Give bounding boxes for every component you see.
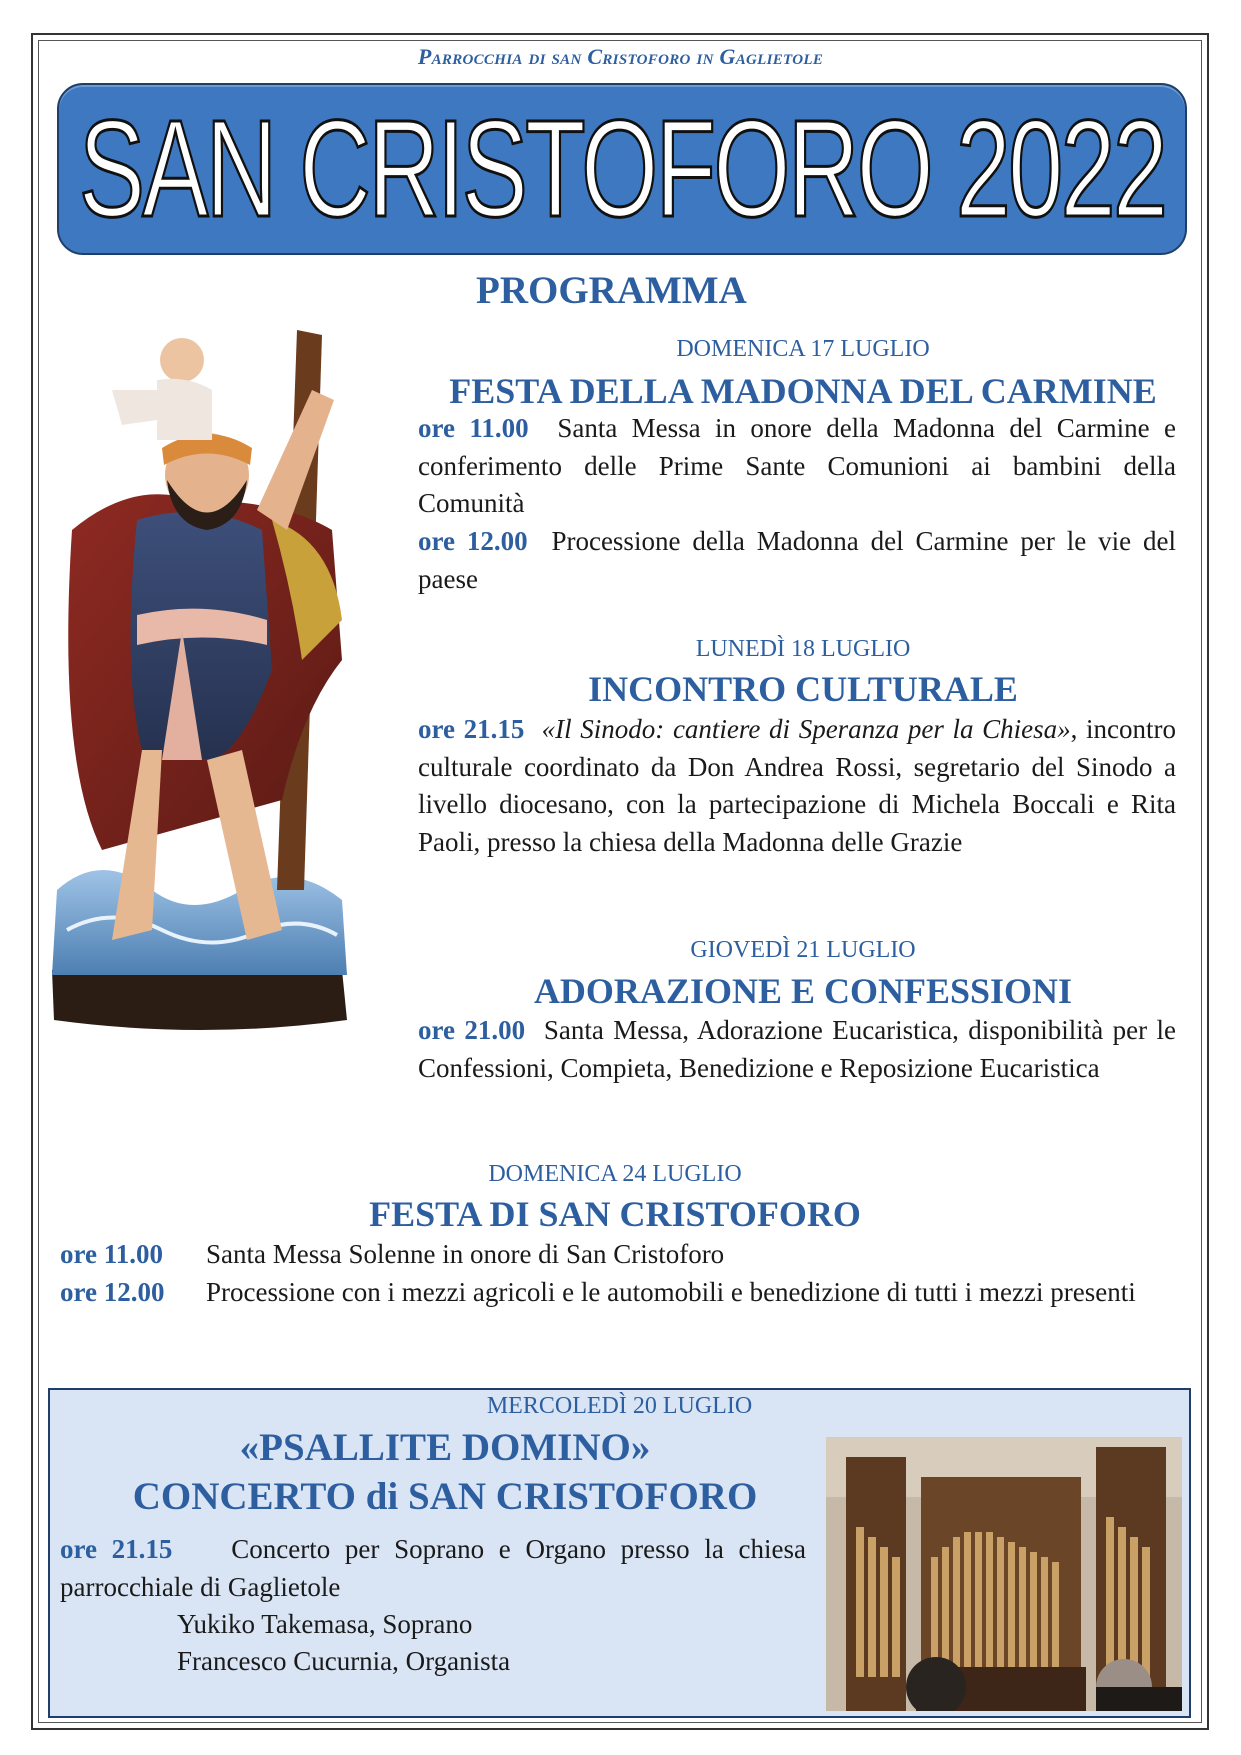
church-organ-photo bbox=[826, 1437, 1182, 1711]
event-day: GIOVEDÌ 21 LUGLIO bbox=[690, 937, 916, 963]
event-text: Santa Messa, Adorazione Eucaristica, disponibilità per le Confessioni, Compieta, Benedizione e Reposizione Eucaristica bbox=[418, 1015, 1177, 1083]
event-text: Processione con i mezzi agricoli e le automobili e benedizione di tutti i mezzi presenti bbox=[206, 1277, 1136, 1307]
event-title: FESTA DELLA MADONNA DEL CARMINE bbox=[449, 371, 1157, 411]
event-time: ore 11.00 bbox=[60, 1239, 163, 1269]
event-time: ore 12.00 bbox=[60, 1277, 165, 1307]
concert-day: MERCOLEDÌ 20 LUGLIO bbox=[486, 1393, 753, 1419]
concert-item bbox=[60, 1531, 806, 1606]
performer: Francesco Cucurnia, Organista bbox=[177, 1646, 511, 1676]
concert-text: Concerto per Soprano e Organo presso la chiesa parrocchiale di Gaglietole bbox=[60, 1534, 807, 1602]
event-item bbox=[418, 523, 1176, 598]
event-time: ore 21.15 bbox=[418, 714, 525, 744]
event-text: Santa Messa Solenne in onore di San Cristoforo bbox=[206, 1239, 725, 1269]
event-item bbox=[418, 410, 1176, 523]
event-text: Santa Messa in onore della Madonna del Carmine e conferimento delle Prime Sante Comunioni ai bambini della Comunità bbox=[418, 413, 1177, 518]
event-item bbox=[418, 1012, 1176, 1087]
event-text: , incontro culturale coordinato da Don Andrea Rossi, segretario del Sinodo a livello diocesano, con la partecipazione di Michela Boccali e Rita Paoli, presso la chiesa della Madonna delle Grazie bbox=[418, 714, 1176, 857]
concert-subtitle: CONCERTO di SAN CRISTOFORO bbox=[132, 1475, 758, 1518]
parish-name: Parrocchia di san Cristoforo in Gaglietole bbox=[417, 44, 824, 69]
event-quote: «Il Sinodo: cantiere di Speranza per la Chiesa» bbox=[541, 714, 1071, 744]
performer: Yukiko Takemasa, Soprano bbox=[177, 1609, 473, 1639]
event-day: LUNEDÌ 18 LUGLIO bbox=[695, 636, 911, 662]
event-item bbox=[60, 1236, 1176, 1276]
concert-title: «PSALLITE DOMINO» bbox=[239, 1426, 651, 1469]
event-item bbox=[60, 1274, 1176, 1354]
event-day: DOMENICA 24 LUGLIO bbox=[488, 1161, 742, 1187]
event-time: ore 21.00 bbox=[418, 1015, 526, 1045]
event-title: FESTA DI SAN CRISTOFORO bbox=[369, 1194, 861, 1234]
event-title: INCONTRO CULTURALE bbox=[588, 669, 1018, 709]
event-day: DOMENICA 17 LUGLIO bbox=[676, 336, 930, 362]
event-time: ore 11.00 bbox=[418, 413, 529, 443]
event-time: ore 12.00 bbox=[418, 526, 528, 556]
event-text: Processione della Madonna del Carmine per le vie del paese bbox=[418, 526, 1176, 594]
saint-christopher-statue bbox=[42, 330, 377, 1130]
page-title: SAN CRISTOFORO 2022 bbox=[78, 91, 1166, 246]
concert-time: ore 21.15 bbox=[60, 1534, 173, 1564]
event-item bbox=[418, 711, 1176, 861]
event-title: ADORAZIONE E CONFESSIONI bbox=[533, 971, 1073, 1011]
programma-heading: PROGRAMMA bbox=[476, 269, 747, 312]
